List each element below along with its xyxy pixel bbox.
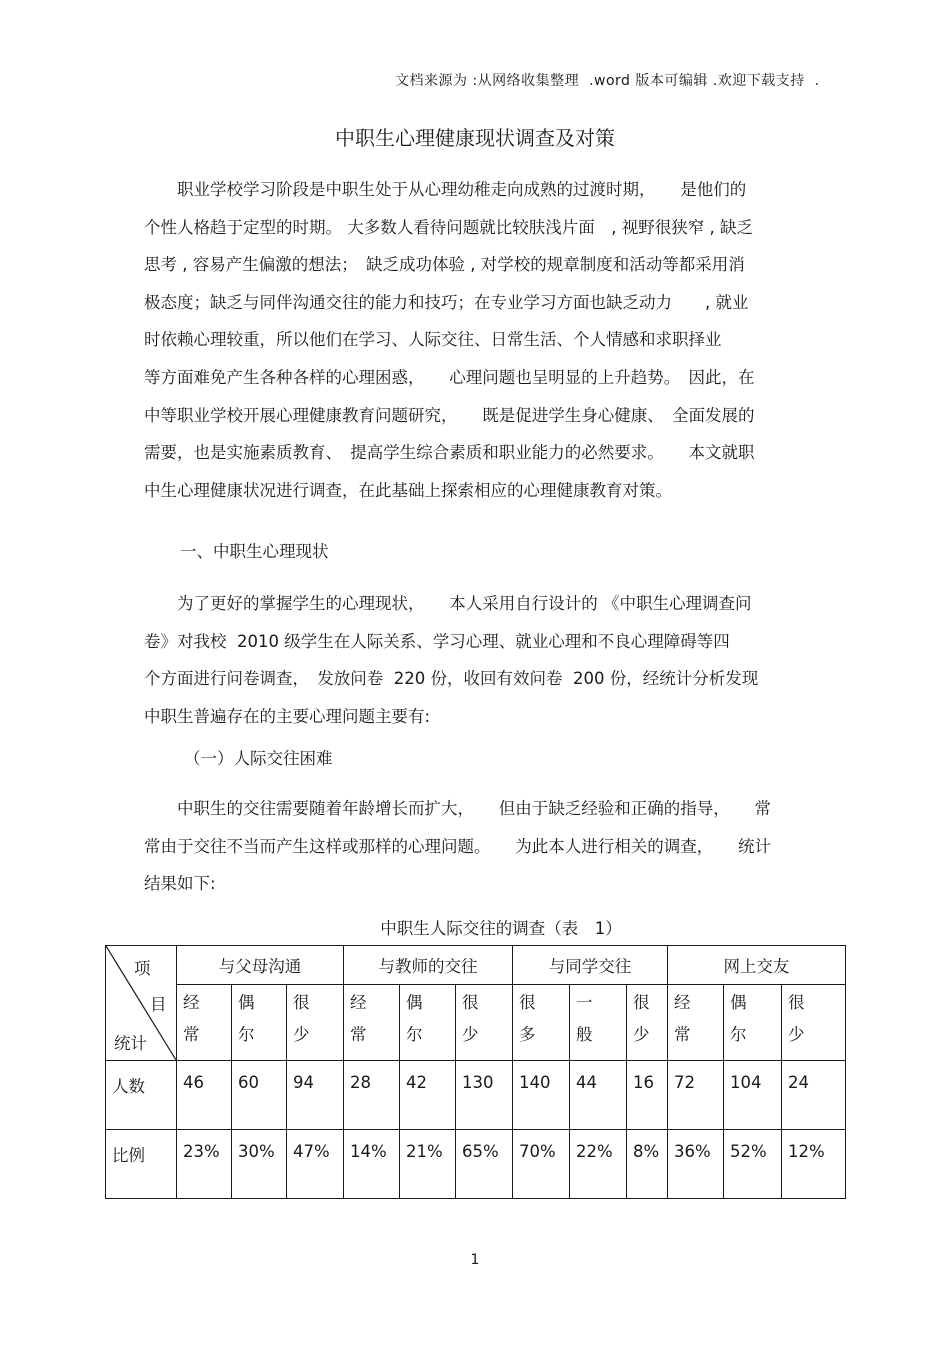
sub-header: 经 常 — [177, 985, 232, 1061]
subsection1-paragraph — [144, 790, 814, 903]
table-cell: 140 — [513, 1061, 570, 1130]
section1-paragraph — [144, 585, 814, 735]
intro-paragraph — [144, 171, 814, 509]
table-cell: 42 — [400, 1061, 456, 1130]
table-cell: 8% — [627, 1130, 668, 1199]
table-cell: 94 — [287, 1061, 344, 1130]
page-number: 1 — [470, 1252, 480, 1268]
subsection1-line: 结果如下: — [144, 874, 216, 894]
table-cell: 52% — [724, 1130, 782, 1199]
subsection1-line: 中职生的交往需要随着年龄增长而扩大， 但由于缺乏经验和正确的指导， 常 — [144, 799, 771, 818]
table-cell: 14% — [344, 1130, 400, 1199]
intro-line: 时依赖心理较重，所以他们在学习、人际交往、日常生活、个人情感和求职择业 — [144, 330, 722, 350]
intro-line: 个性人格趋于定型的时期。 大多数人看待问题就比较肤浅片面 , 视野很狭窄 , 缺乏 — [144, 217, 753, 237]
section1-line: 为了更好的掌握学生的心理现状， 本人采用自行设计的 《中职生心理调查问 — [144, 594, 752, 613]
intro-line: 需要，也是实施素质教育、 提高学生综合素质和职业能力的必然要求。 本文就职 — [144, 443, 755, 463]
corner-label-item: 项 — [134, 959, 151, 978]
section-heading: 一、中职生心理现状 — [180, 542, 329, 561]
intro-line: 思考 , 容易产生偏激的想法； 缺乏成功体验 , 对学校的规章制度和活动等都采用消 — [144, 255, 745, 275]
sub-header: 很 少 — [287, 985, 344, 1061]
table-cell: 16 — [627, 1061, 668, 1130]
group-header: 与同学交往 — [513, 946, 668, 985]
table-cell: 36% — [668, 1130, 724, 1199]
group-header: 与教师的交往 — [344, 946, 513, 985]
table-row-ratio — [106, 1130, 846, 1199]
table-cell: 72 — [668, 1061, 724, 1130]
sub-header: 偶 尔 — [724, 985, 782, 1061]
table-cell: 28 — [344, 1061, 400, 1130]
table-cell: 30% — [232, 1130, 287, 1199]
table-cell: 24 — [782, 1061, 846, 1130]
sub-header: 一 般 — [570, 985, 627, 1061]
table-cell: 47% — [287, 1130, 344, 1199]
table-cell: 70% — [513, 1130, 570, 1199]
intro-line: 中等职业学校开展心理健康教育问题研究， 既是促进学生身心健康、 全面发展的 — [144, 405, 755, 425]
corner-label-stat: 统计 — [114, 1034, 147, 1053]
row-label: 人数 — [106, 1061, 177, 1130]
sub-header: 经 常 — [344, 985, 400, 1061]
table-caption: 中职生人际交往的调查（表 1） — [380, 919, 622, 938]
sub-header: 偶 尔 — [232, 985, 287, 1061]
table-cell: 65% — [456, 1130, 513, 1199]
subsection-heading: （一）人际交往困难 — [184, 749, 333, 768]
section1-line: 卷》对我校 2010 级学生在人际关系、学习心理、就业心理和不良心理障碍等四 — [144, 631, 730, 651]
sub-header: 很 少 — [782, 985, 846, 1061]
sub-header: 很 多 — [513, 985, 570, 1061]
row-label: 比例 — [106, 1130, 177, 1199]
table-cell: 23% — [177, 1130, 232, 1199]
sub-header: 很 少 — [456, 985, 513, 1061]
subsection1-line: 常由于交往不当而产生这样或那样的心理问题。 为此本人进行相关的调查， 统计 — [144, 836, 771, 856]
table-cell: 60 — [232, 1061, 287, 1130]
sub-header: 很 少 — [627, 985, 668, 1061]
table-corner-cell — [106, 946, 177, 1061]
group-header: 与父母沟通 — [177, 946, 344, 985]
page-title: 中职生心理健康现状调查及对策 — [335, 126, 615, 150]
table-cell: 22% — [570, 1130, 627, 1199]
document-source-header: 文档来源为 :从网络收集整理 .word 版本可编辑 .欢迎下载支持 . — [395, 73, 820, 89]
interpersonal-survey-table — [105, 945, 846, 1199]
group-header: 网上交友 — [668, 946, 846, 985]
intro-line: 等方面难免产生各种各样的心理困惑， 心理问题也呈明显的上升趋势。 因此，在 — [144, 367, 755, 387]
intro-line: 职业学校学习阶段是中职生处于从心理幼稚走向成熟的过渡时期， 是他们的 — [144, 180, 747, 199]
sub-header: 经 常 — [668, 985, 724, 1061]
table-cell: 104 — [724, 1061, 782, 1130]
section1-line: 中职生普遍存在的主要心理问题主要有: — [144, 706, 431, 726]
table-cell: 44 — [570, 1061, 627, 1130]
table-cell: 21% — [400, 1130, 456, 1199]
table-cell: 12% — [782, 1130, 846, 1199]
corner-label-item-2: 目 — [150, 995, 167, 1014]
table-cell: 46 — [177, 1061, 232, 1130]
intro-line: 极态度；缺乏与同伴沟通交往的能力和技巧；在专业学习方面也缺乏动力 , 就业 — [144, 292, 749, 312]
table-row-count — [106, 1061, 846, 1130]
sub-header: 偶 尔 — [400, 985, 456, 1061]
intro-line: 中生心理健康状况进行调查，在此基础上探索相应的心理健康教育对策。 — [144, 480, 672, 500]
table-cell: 130 — [456, 1061, 513, 1130]
section1-line: 个方面进行问卷调查， 发放问卷 220 份，收回有效问卷 200 份，经统计分析发现 — [144, 669, 759, 689]
